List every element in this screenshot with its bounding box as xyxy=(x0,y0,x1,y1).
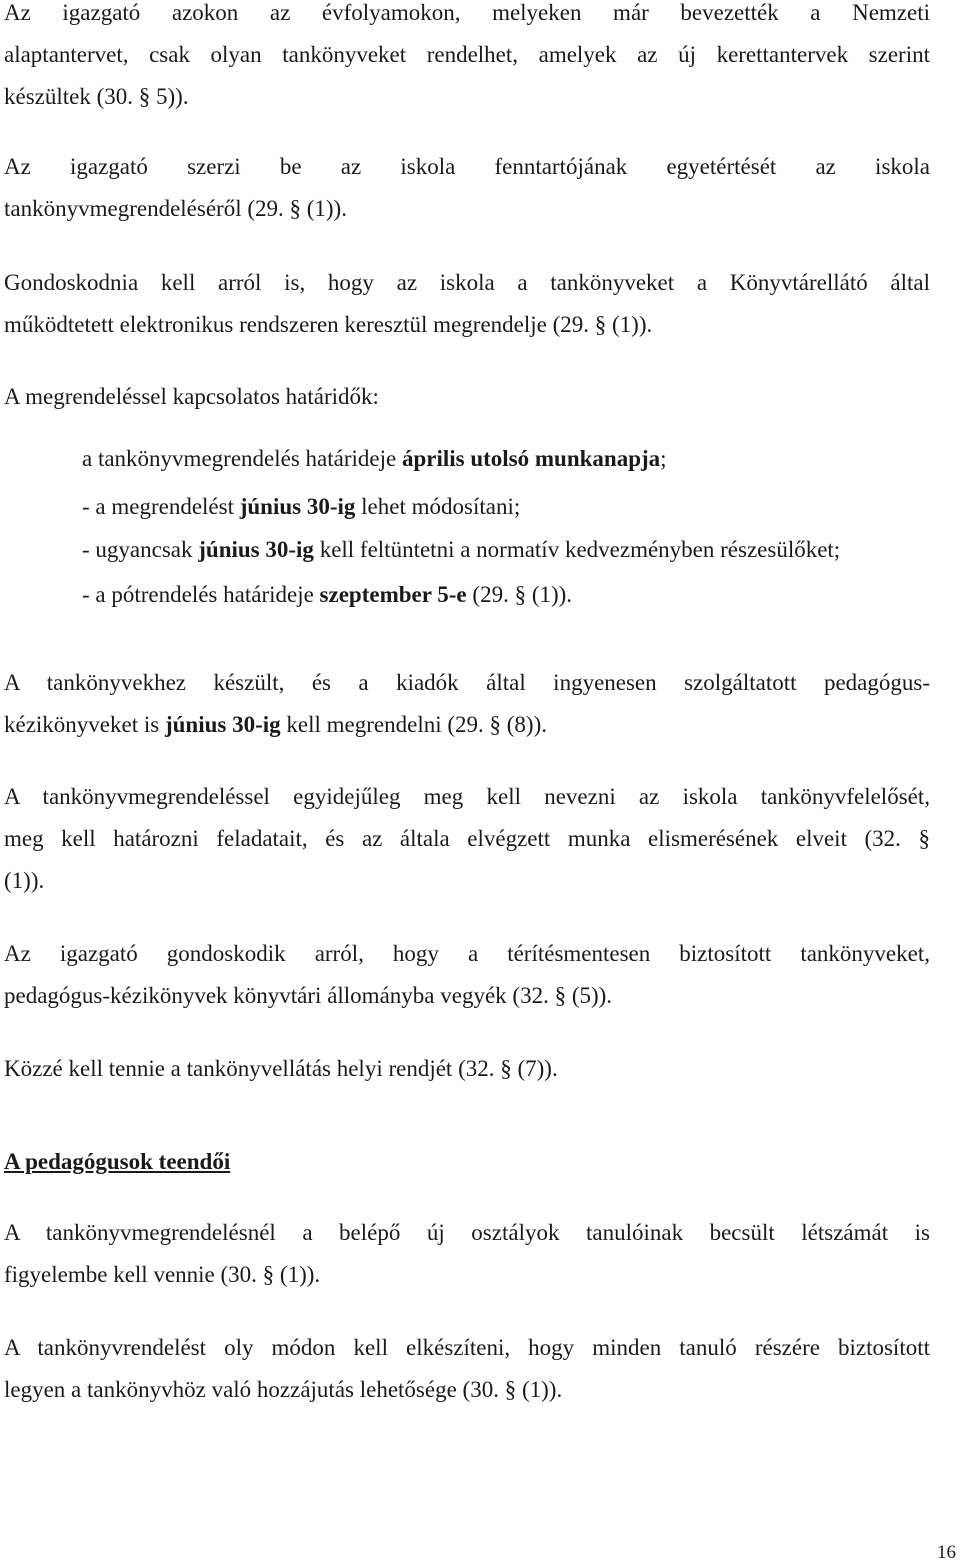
deadline-date: április utolsó munkanapja xyxy=(401,446,661,471)
text-line: (1)). xyxy=(4,868,45,893)
deadline-item-1 xyxy=(82,435,667,483)
text-line: Az igazgató szerzi be az iskola fenntartójának egyetértését az iskola xyxy=(4,154,930,179)
text-line: A tankönyvrendelést oly módon kell elkészíteni, hogy minden tanuló részére biztosított xyxy=(4,1335,930,1360)
deadline-text: kell feltüntetni a normatív kedvezményben részesülőket; xyxy=(313,537,841,562)
text-line xyxy=(4,704,930,746)
deadline-text: ; xyxy=(660,446,667,471)
text-line: pedagógus-kézikönyvek könyvtári állományba vegyék (32. § (5)). xyxy=(4,983,613,1008)
deadline-text: - a megrendelést xyxy=(82,494,240,519)
text-line: Gondoskodnia kell arról is, hogy az iskola a tankönyveket a Könyvtárellátó által xyxy=(4,270,930,295)
text-line: tankönyvmegrendeléséről (29. § (1)). xyxy=(4,196,347,221)
deadline-item-3 xyxy=(82,526,840,574)
deadline-date: szeptember 5-e xyxy=(319,582,467,607)
paragraph-9 xyxy=(4,1212,930,1296)
paragraph-2 xyxy=(4,146,930,230)
deadline-date: június 30-ig xyxy=(164,712,281,737)
paragraph-7 xyxy=(4,933,930,1017)
deadline-item-4 xyxy=(82,571,572,619)
text-line: Az igazgató gondoskodik arról, hogy a térítésmentesen biztosított tankönyveket, xyxy=(4,941,930,966)
deadline-text: a tankönyvmegrendelés határideje xyxy=(82,446,402,471)
text-line: A tankönyvmegrendeléssel egyidejűleg meg kell nevezni az iskola tankönyvfelelősét, xyxy=(4,784,930,809)
deadline-date: június 30-ig xyxy=(198,537,314,562)
paragraph-4 xyxy=(4,376,930,418)
paragraph-10 xyxy=(4,1327,930,1411)
text-line: A megrendeléssel kapcsolatos határidők: xyxy=(4,384,379,409)
text-line: A tankönyvekhez készült, és a kiadók által ingyenesen szolgáltatott pedagógus- xyxy=(4,670,930,695)
text-line: meg kell határozni feladatait, és az általa elvégzett munka elismerésének elveit (32. § xyxy=(4,826,930,851)
text-line: Az igazgató azokon az évfolyamokon, melyeken már bevezették a Nemzeti xyxy=(4,0,930,25)
section-heading: A pedagógusok teendői xyxy=(4,1149,231,1174)
deadline-text: - ugyancsak xyxy=(82,537,199,562)
text-line: készültek (30. § 5)). xyxy=(4,84,189,109)
deadline-date: június 30-ig xyxy=(239,494,356,519)
deadline-item-2 xyxy=(82,483,520,531)
deadline-text: (29. § (1)). xyxy=(466,582,573,607)
paragraph-5 xyxy=(4,662,930,746)
text-line: A tankönyvmegrendelésnél a belépő új osztályok tanulóinak becsült létszámát is xyxy=(4,1220,930,1245)
paragraph-3 xyxy=(4,262,930,346)
text-line: működtetett elektronikus rendszeren keresztül megrendelje (29. § (1)). xyxy=(4,312,653,337)
text-line: figyelembe kell vennie (30. § (1)). xyxy=(4,1262,321,1287)
text-segment: kézikönyveket is xyxy=(4,712,165,737)
deadline-text: lehet módosítani; xyxy=(355,494,521,519)
deadline-text: - a pótrendelés határideje xyxy=(82,582,320,607)
text-segment: kell megrendelni (29. § (8)). xyxy=(280,712,547,737)
text-line: alaptantervet, csak olyan tankönyveket rendelhet, amelyek az új kerettantervek szerint xyxy=(4,42,930,67)
text-line: legyen a tankönyvhöz való hozzájutás lehetősége (30. § (1)). xyxy=(4,1377,563,1402)
page-number: 16 xyxy=(937,1542,956,1563)
paragraph-1 xyxy=(4,0,930,118)
text-line: Közzé kell tennie a tankönyvellátás helyi rendjét (32. § (7)). xyxy=(4,1056,558,1081)
paragraph-6 xyxy=(4,776,930,902)
paragraph-8 xyxy=(4,1048,930,1090)
